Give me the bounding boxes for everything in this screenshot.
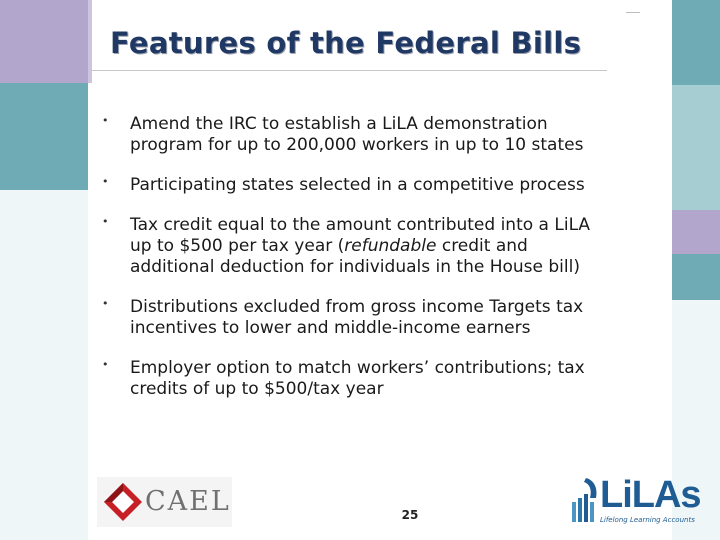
left-teal-block: [0, 83, 88, 190]
bullet-item-2: [102, 175, 642, 196]
bullet-4-line-2: incentives to lower and middle-income earners: [130, 318, 531, 338]
bullet-3-line-2-post: credit and: [436, 236, 528, 256]
bullet-1-line-1: Amend the IRC to establish a LiLA demonstration: [130, 114, 548, 134]
bullet-5-line-2: credits of up to $500/tax year: [130, 379, 384, 399]
lilas-figure-icon: [568, 476, 600, 526]
bullet-5-line-1: Employer option to match workers’ contributions; tax: [130, 358, 585, 378]
bullet-3-line-2-pre: up to $500 per tax year (: [130, 236, 345, 256]
bullet-item-3: [102, 215, 642, 278]
right-teal-block: [672, 0, 720, 85]
cael-logo-text: CAEL: [145, 486, 231, 517]
bullet-glyph: •: [102, 297, 109, 310]
bullet-3-emphasis: refundable: [344, 236, 437, 256]
bullet-item-1: [102, 114, 642, 156]
corner-tick-line: [626, 12, 640, 13]
right-light-teal-block: [672, 85, 720, 210]
lilas-logo-text: LiLAs: [600, 474, 701, 516]
title-underline: [92, 70, 607, 71]
bullet-3-line-1: Tax credit equal to the amount contributed into a LiLA: [130, 215, 591, 235]
bullet-glyph: •: [102, 358, 109, 371]
slide-title: Features of the Federal Bills: [110, 26, 582, 60]
cael-diamond-icon: [101, 480, 145, 524]
bullet-item-4: [102, 297, 642, 339]
cael-logo: [97, 477, 232, 527]
bullet-3-line-3: additional deduction for individuals in the House bill): [130, 257, 580, 277]
bullet-4-line-1: Distributions excluded from gross income Targets tax: [130, 297, 584, 317]
bullet-item-5: [102, 358, 642, 400]
bullet-glyph: •: [102, 215, 109, 228]
bullet-1-line-2: program for up to 200,000 workers in up to 10 states: [130, 135, 584, 155]
lilas-logo-tagline: Lifelong Learning Accounts: [600, 516, 695, 524]
bullet-glyph: •: [102, 114, 109, 127]
page-number: 25: [401, 508, 419, 522]
bullet-2-line-1: Participating states selected in a competitive process: [130, 175, 585, 195]
bullet-3-line-2: [130, 236, 642, 257]
right-teal-block-2: [672, 254, 720, 300]
bullet-list: [102, 114, 642, 400]
left-light-teal-block: [0, 190, 88, 540]
left-lavender-block: [0, 0, 88, 83]
lilas-logo: [568, 476, 708, 528]
right-lavender-block: [672, 210, 720, 254]
bullet-glyph: •: [102, 175, 109, 188]
